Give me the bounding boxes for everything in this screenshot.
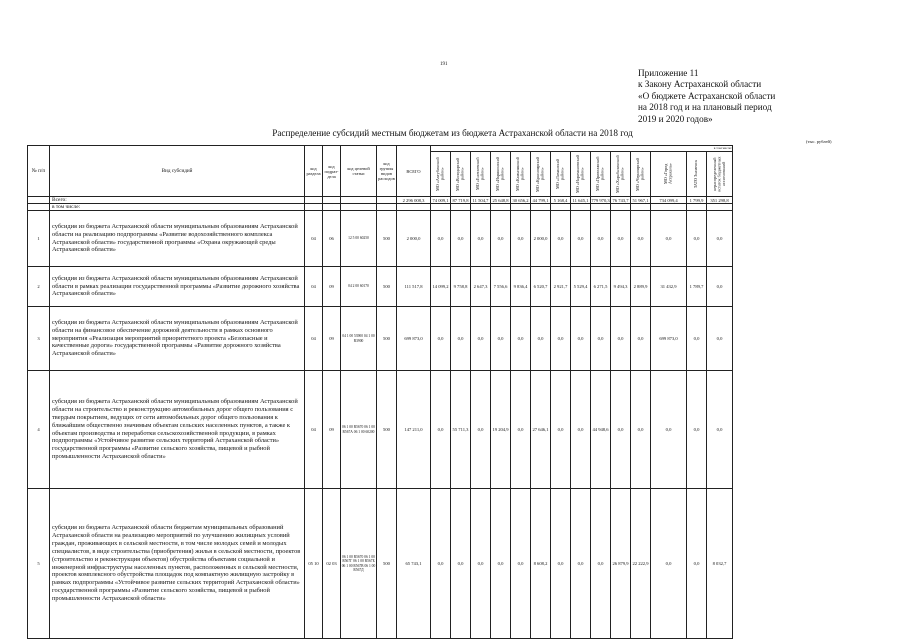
row-value: 0,0 [687,371,707,489]
table-row [28,371,733,489]
total-empty [305,197,323,204]
row-value: 0,0 [431,489,451,639]
municipality-label: МО «Черноярский район» [634,157,645,191]
row-value: 0,0 [611,211,631,267]
including-empty [451,204,471,211]
total-value: 44 799,1 [532,197,549,203]
row-value: 0,0 [511,211,531,267]
row-value: 0,0 [451,307,471,371]
municipality-label: МО «Енотаевский район» [474,157,485,191]
row-value: 0,0 [707,211,733,267]
row-value: 0,0 [451,211,471,267]
row-value: 0,0 [611,307,631,371]
row-description: субсидия из бюджета Астраханской области муниципальным образованиям Астраханской области на реализацию подпрограммы «Развитие водохозяйственного комплекса Астраханской области» государственной программы «Охрана окружающей среды Астраханской области» [50,211,305,267]
row-value: 0,0 [687,489,707,639]
header-municipality [511,152,531,197]
row-description: субсидия из бюджета Астраханской области муниципальным образованиям Астраханской области на строительство и реконструкцию автомобильных дорог общего пользования с твердым покрытием, ведущих от сети автомобильных дорог общего пользования к ближайшим общественно значимым объектам сельских населенных пунктов, а также к объектам производства и переработки сельскохозяйственной продукции, в рамках подпрограммы «Устойчивое развитие сельских территорий Астраханской области» государственной программы «Развитие сельского хозяйства, пищевой и рыбной промышленности Астраханской области» [50,371,305,489]
row-number: 1 [28,211,50,267]
row-total: 2 000,0 [397,211,431,267]
total-empty [323,197,341,204]
row-value: 0,0 [707,267,733,307]
including-empty [471,204,491,211]
total-value: 1 799,9 [687,197,707,204]
including-empty [551,204,571,211]
row-target: 12 5 00 60250 [341,211,377,267]
row-subsection: 06 [323,211,341,267]
row-value: 8 608,2 [531,489,551,639]
total-value: 74 009,1 [432,197,449,203]
table-row [28,489,733,639]
row-value: 6 520,7 [531,267,551,307]
including-empty [591,204,611,211]
municipality-label: МО «Приволжский район» [594,156,605,192]
including-empty [611,204,631,211]
row-value: 5 529,4 [571,267,591,307]
municipality-label: МО «Лиманский район» [554,158,565,190]
header-section: код раздела [305,146,323,197]
header-municipality [707,152,733,197]
municipality-label: МО «Икрянинский район» [494,156,505,192]
row-target: 06 1 00 R5670 06 1 00 R567А 06 1 00 60200 [341,371,377,489]
row-target: 04 1 00 53900 04 1 00 R3900 [341,307,377,371]
row-section: 05 10 [305,489,323,639]
row-value: 6 271,5 [591,267,611,307]
header-municipality [631,152,651,197]
total-value: 351 298,8 [707,197,733,204]
row-section: 04 [305,307,323,371]
including-empty [687,204,707,211]
subsidy-table [27,145,733,639]
row-subsection: 09 [323,371,341,489]
row-section: 04 [305,211,323,267]
row-total: 147 211,0 [397,371,431,489]
row-value: 2 921,7 [551,267,571,307]
row-value: 0,0 [631,307,651,371]
municipality-label: МО «Харабалинский район» [614,155,625,193]
row-value: 8 032,7 [707,489,733,639]
including-empty [531,204,551,211]
row-value: 0,0 [471,489,491,639]
header-type: Вид субсидий [50,146,305,197]
total-value: 25 648,8 [492,197,509,203]
row-description: субсидия из бюджета Астраханской области муниципальным образованиям Астраханской области на финансовое обеспечение дорожной деятельности в рамках основного мероприятия «Реализация мероприятий приоритетного проекта «Безопасные и качественные дороги» государственной программы «Развитие дорожного хозяйства Астраханской области» [50,307,305,371]
municipality-label-wrap [611,152,630,196]
row-number: 2 [28,267,50,307]
municipality-label: МО «Наримановский район» [574,154,585,194]
total-num [28,197,50,204]
row-target: 06 1 00 R5670 06 1 00 R567Г 06 1 00 R567Б 06 1 00 R567В 06 1 00 R567Д [341,489,377,639]
row-value: 0,0 [571,371,591,489]
row-value: 0,0 [491,489,511,639]
row-section: 04 [305,371,323,489]
municipality-label-wrap [451,152,470,196]
total-value: 734 099,4 [651,197,687,204]
row-value: 0,0 [631,371,651,489]
including-empty [491,204,511,211]
municipality-label: МО «Камызякский район» [514,157,525,191]
row-value: 0,0 [511,371,531,489]
total-value: 30 656,2 [512,197,529,203]
header-municipality [611,152,631,197]
municipality-label-wrap [651,152,686,196]
row-value: 31 432,9 [651,267,687,307]
including-empty [651,204,687,211]
header-total: ВСЕГО [397,146,431,197]
header-municipality [651,152,687,197]
total-value: 11 504,7 [471,197,491,204]
appendix-line: Приложение 11 [638,68,699,78]
total-value: 76 743,7 [612,197,629,203]
row-value: 0,0 [687,307,707,371]
row-description: субсидия из бюджета Астраханской области бюджетам муниципальных образований Астраханской области на реализацию мероприятий по улучшению жилищных условий граждан, проживающих в сельской местности, в том числе молодых семей и молодых специалистов, в виде строительства (приобретения) жилья в сельской местности, проектов (строительство и реконструкция объектов) обустройства объектами социальной и инженерной инфраструктуры населенных пунктов, расположенных в сельской местности, проектов комплексного обустройства площадок под компактную жилищную застройку в рамках подпрограммы «Устойчивое развитие сельских территорий Астраханской области» государственной программы «Развитие сельского хозяйства, пищевой и рыбной промышленности Астраханской области» [50,489,305,639]
municipality-label-wrap [571,152,590,196]
row-value: 0,0 [511,489,531,639]
including-empty [323,204,341,211]
header-num: № п/п [28,146,50,197]
municipality-label-wrap [511,152,530,196]
row-subsection: 09 [323,307,341,371]
row-value: 1 789,7 [687,267,707,307]
row-value: 0,0 [651,211,687,267]
row-value: 27 646,1 [531,371,551,489]
row-expense: 500 [377,489,397,639]
row-value: 26 879,9 [611,489,631,639]
row-target: 04 2 00 60170 [341,267,377,307]
row-value: 0,0 [571,489,591,639]
total-value: 11 645,1 [571,197,591,204]
row-subsection: 09 [323,267,341,307]
row-expense: 500 [377,307,397,371]
row-value: 9 836,4 [511,267,531,307]
row-value: 7 556,6 [491,267,511,307]
appendix-line: на 2018 год и на плановый период [638,102,772,113]
row-value: 0,0 [571,211,591,267]
total-empty [377,197,397,204]
row-value: 0,0 [707,307,733,371]
row-value: 0,0 [551,211,571,267]
total-row [28,197,733,204]
row-value: 0,0 [431,211,451,267]
municipality-label-wrap [591,152,610,196]
row-value: 0,0 [551,307,571,371]
row-number: 4 [28,371,50,489]
row-total: 65 743,1 [397,489,431,639]
row-number: 3 [28,307,50,371]
municipality-label: МО «Красноярский район» [534,156,545,192]
municipality-label: МО «Володарский район» [454,157,465,191]
row-value: 0,0 [591,211,611,267]
row-value: 0,0 [431,307,451,371]
row-value: 0,0 [611,371,631,489]
municipality-label-wrap [687,152,706,196]
including-empty [431,204,451,211]
table-row [28,267,733,307]
appendix-line: 2019 и 2020 годов» [638,113,713,124]
header-expense: код группы видов расходов [377,146,397,197]
appendix-line: «О бюджете Астраханской области [638,90,776,101]
row-value: 0,0 [651,371,687,489]
header-target: код целевой статьи [341,146,377,197]
municipality-label-wrap [707,152,732,196]
header-including: в том числе: [431,146,733,152]
header-municipality [687,152,707,197]
row-section: 04 [305,267,323,307]
row-value: 0,0 [491,307,511,371]
row-value: 0,0 [551,489,571,639]
row-subsection: 02 03 [323,489,341,639]
municipality-label: МО «Ахтубинский район» [434,157,445,191]
including-empty [511,204,531,211]
row-expense: 500 [377,211,397,267]
row-value: 19 204,9 [491,371,511,489]
total-value: 779 970,3 [591,197,610,203]
table-row [28,307,733,371]
document-title: Распределение субсидий местным бюджетам из бюджета Астраханской области на 2018 год [272,128,633,138]
header-municipality [531,152,551,197]
row-value: 22 222,9 [631,489,651,639]
row-value: 0,0 [687,211,707,267]
including-empty [397,204,431,211]
row-description: субсидия из бюджета Астраханской области муниципальным образованиям Астраханской области в рамках реализации государственной программы «Развитие дорожного хозяйства Астраханской области» [50,267,305,307]
row-expense: 500 [377,267,397,307]
row-value: 0,0 [431,371,451,489]
including-empty [571,204,591,211]
municipality-label-wrap [531,152,550,196]
row-value: 0,0 [471,307,491,371]
including-empty [305,204,323,211]
row-total: 111 517,8 [397,267,431,307]
row-value: 0,0 [471,371,491,489]
row-value: 44 948,6 [591,371,611,489]
header-municipality [431,152,451,197]
municipality-label-wrap [471,152,490,196]
header-municipality [491,152,511,197]
including-label: в том числе: [50,204,305,211]
including-empty [631,204,651,211]
including-empty [707,204,733,211]
row-value: 0,0 [491,211,511,267]
header-municipality [591,152,611,197]
page-number: 191 [440,62,448,67]
row-value: 14 099,2 [431,267,451,307]
row-total: 699 873,0 [397,307,431,371]
row-value: 0,0 [511,307,531,371]
municipality-label-wrap [631,152,650,196]
row-value: 2 889,9 [631,267,651,307]
municipality-label-wrap [491,152,510,196]
header-municipality [571,152,591,197]
row-value: 0,0 [631,211,651,267]
header-municipality [451,152,471,197]
row-expense: 500 [377,371,397,489]
including-num [28,204,50,211]
row-value: 0,0 [571,307,591,371]
including-empty [377,204,397,211]
total-label: Всего: [50,197,305,204]
row-value: 0,0 [451,489,471,639]
including-empty [341,204,377,211]
row-value: 0,0 [531,307,551,371]
including-row [28,204,733,211]
municipality-label: МО «Город Астрахань» [662,163,673,185]
total-empty [341,197,377,204]
row-value: 0,0 [471,211,491,267]
table-row [28,211,733,267]
row-value: 0,0 [591,489,611,639]
total-value: 51 967,1 [632,197,649,203]
appendix-block [638,68,838,125]
municipality-label: ЗАТО Знаменск [693,159,699,189]
row-value: 9 758,8 [451,267,471,307]
row-value: 2 647,3 [471,267,491,307]
total-sum: 2 296 008,3 [397,197,431,204]
row-value: 0,0 [707,371,733,489]
row-value: 0,0 [591,307,611,371]
total-value: 87 719,8 [452,197,469,203]
municipality-label: нераспределенный остаток бюджетных ассигнований [711,156,726,192]
row-value: 2 000,0 [531,211,551,267]
units-label: (тыс. рублей) [806,139,832,144]
row-value: 9 494,3 [611,267,631,307]
municipality-label-wrap [551,152,570,196]
row-value: 699 873,0 [651,307,687,371]
appendix-line: к Закону Астраханской области [638,79,762,90]
total-value: 5 168,4 [551,197,571,204]
header-municipality [471,152,491,197]
header-subsection: код подраз-дела [323,146,341,197]
row-value: 55 711,3 [451,371,471,489]
row-value: 0,0 [551,371,571,489]
row-number: 5 [28,489,50,639]
row-value: 0,0 [651,489,687,639]
municipality-label-wrap [431,152,450,196]
header-municipality [551,152,571,197]
